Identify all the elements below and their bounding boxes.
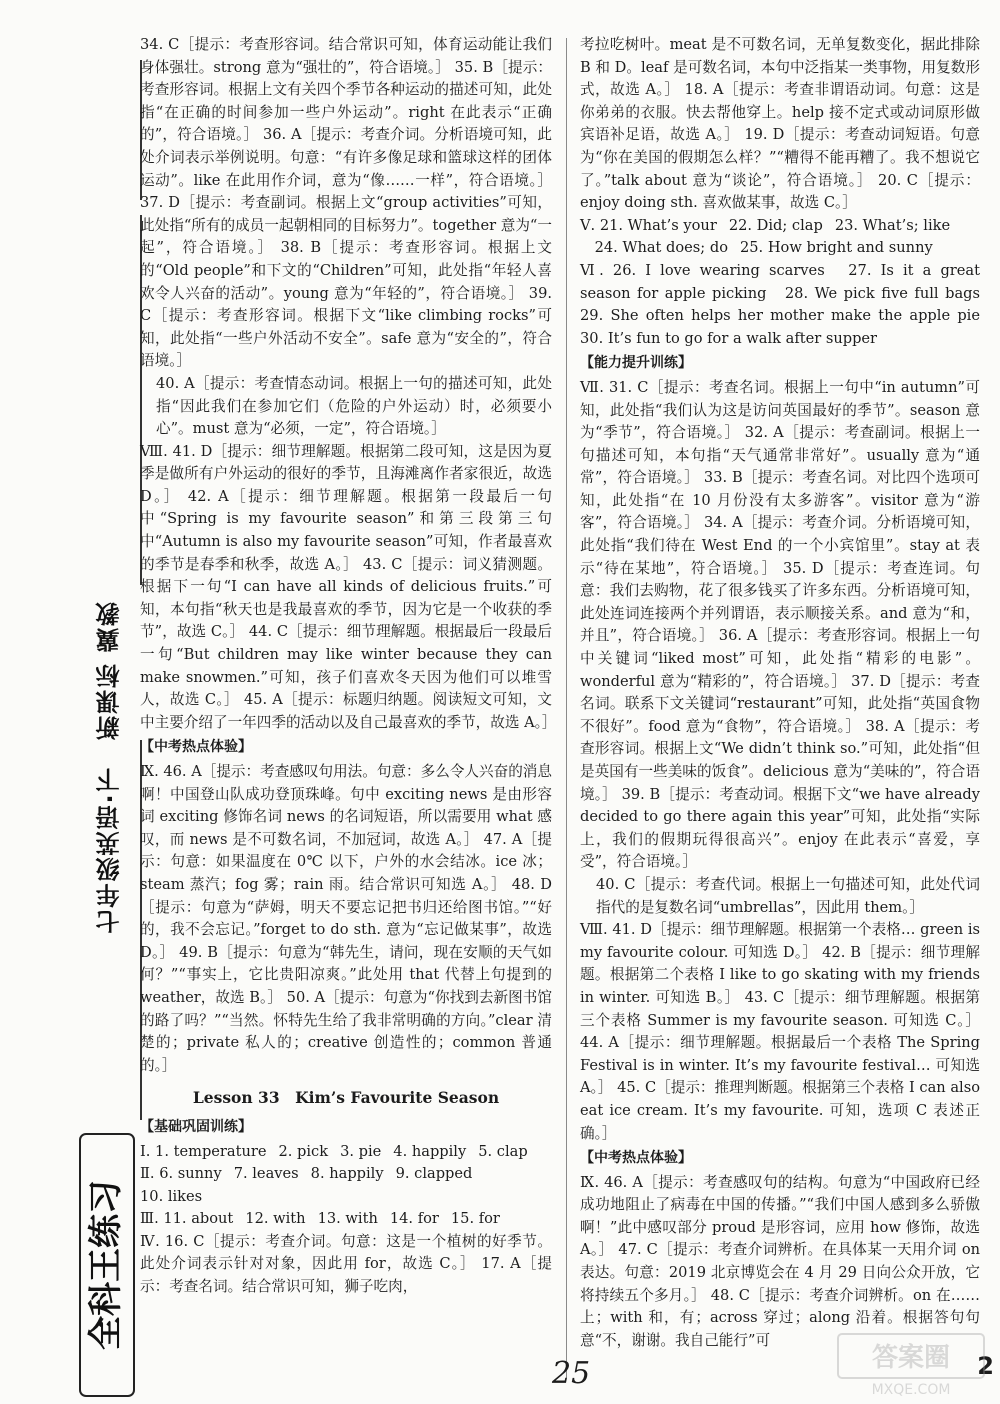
section-heading: 【中考热点体验】 (140, 739, 252, 756)
answer-item: Ⅰ. 1. temperature (140, 1142, 267, 1160)
answer-item: 23. What’s; like (834, 216, 951, 234)
answer-item: 5. clap (478, 1142, 528, 1160)
brand-logo (72, 1130, 142, 1400)
svg-text:MXQE.COM: MXQE.COM (871, 1382, 951, 1398)
answer-paragraph: Ⅸ. 46. A［提示：考查感叹句的结构。句意为“中国政府已经成功地阻止了病毒在中国的传播。”“我们中国人感到多么骄傲啊！”此中感叹部分 proud 是形容词，应用 how 修饰，故选 A。］ 47. C［提示：考查介词辨析。在具体某一天用介词 on 表达。句意：2019 北京博览会在 4 月 29 日向公众开放，它将持续五个多月。］ 48. C［提示：考查介词辨析。on 在……上；with 和，有；across 穿过；along 沿着。根据答句句意“不，谢谢。我自己能行”可 (580, 1173, 980, 1349)
answer-paragraph: Ⅸ. 46. A［提示：考查感叹句用法。句意：多么令人兴奋的消息啊！中国登山队成功登顶珠峰。句中 exciting news 是由形容词 exciting 修饰名词 news 的名词短语，所以需要用 what 感叹，而 news 是不可数名词，不加冠词，故选 A。］ 47. A［提示：句意：如果温度在 0℃ 以下，户外的水会结冰。ice 冰；steam 蒸汽；fog 雾；rain 雨。结合常识可知选 A。］ 48. D［提示：句意为“萨姆，明天不要忘记把书归还给图书馆。”“好的，我不会忘记。”forget to do sth. 意为“忘记做某事”，故选 D。］ 49. B［提示：句意为“韩先生，请问，现在安顺的天气如何？”“事实上，它比贵阳凉爽。”此处用 that 代替上句提到的 weather，故选 B。］ 50. A［提示：句意为“你找到去新图书馆的路了吗？”“当然。怀特先生给了我非常明确的方向。”clear 清楚的；private 私人的；creative 创造性的；common 普通的。］ (140, 763, 552, 1074)
answer-item: 14. for (389, 1210, 439, 1228)
answer-row (580, 215, 980, 238)
left-column (140, 34, 557, 1299)
answer-item: Ⅴ. 21. What’s your (580, 216, 717, 234)
section-heading: 【基础巩固训练】 (140, 1118, 252, 1135)
answer-item: 24. What does; do (580, 239, 728, 257)
answer-row (140, 1141, 552, 1164)
column-divider (566, 38, 567, 1378)
spine-title: 七年级英语·下 新课标 冀教 (96, 600, 124, 934)
answer-paragraph: Ⅷ. 41. D［提示：细节理解题。根据第一个表格… green is my favourite colour. 可知选 D。］ 42. B［提示：细节理解题。根据第二个表格 I like to go skating with my friends in winter. 可知选 B。］ 43. C［提示：细节理解题。根据第三个表格 Summer is my favourite season. 可知选 C。］ 44. A［提示：细节理解题。根据最后一个表格 The Spring Festival is in winter. It’s my favourite festival… 可知选 A。］ 45. C［提示：推理判断题。根据第三个表格 I can also eat ice cream. It’s my favourite. 可知，选项 C 表述正确。］ (580, 921, 980, 1142)
answer-paragraph: 40. C［提示：考查代词。根据上一句描述可知，此处代词指代的是复数名词“umbrellas”，因此用 them。］ (596, 875, 980, 916)
section-heading: 【中考热点体验】 (580, 1150, 692, 1167)
answer-paragraph: Ⅳ. 16. C［提示：考查介词。句意：这是一个植树的好季节。此处介词表示针对对象，因此用 for，故选 C。］ 17. A［提示：考查名词。结合常识可知，狮子吃肉， (140, 1232, 552, 1296)
answer-item: 10. likes (140, 1187, 203, 1205)
answer-paragraph: Ⅷ. 41. D［提示：细节理解题。根据第二段可知，这是因为夏季是做所有户外运动的很好的季节，且海滩离作者家很近，故选 D。］ 42. A［提示：细节理解题。根据第一段最后一句中“Spring is my favourite season”和第三段第三句中“Autumn is also my favourite season”可知，作者最喜欢的季节是春季和秋季，故选 A。］ 43. C［提示：词义猜测题。根据下一句“I can have all kinds of delicious fruits.”可知，本句指“秋天也是我最喜欢的季节，因为它是一个收获的季节”，故选 C。］ 44. C［提示：细节理解题。根据最后一段最后一句“But children may like winter because they can make snowmen.”可知，孩子们喜欢冬天因为他们可以堆雪人，故选 C。］ 45. A［提示：标题归纳题。阅读短文可知，文中主要介绍了一年四季的活动以及自己最喜欢的季节，故选 A。］ (140, 442, 557, 731)
answer-item: 15. for (450, 1210, 500, 1228)
answer-paragraph: 40. A［提示：考查情态动词。根据上一句的描述可知，此处指“因此我们在参加它们（危险的户外运动）时，必须要小心”。must 意为“必须，一定”，符合语境。］ (156, 374, 552, 438)
answer-item: 4. happily (393, 1142, 467, 1160)
answer-row (140, 1208, 552, 1231)
answer-item: 2. pick (278, 1142, 329, 1160)
answer-item: 22. Did; clap (728, 216, 823, 234)
answer-item: Ⅲ. 11. about (140, 1210, 234, 1228)
watermark-logo (836, 1330, 986, 1400)
page-corner-number: 2 (977, 1352, 994, 1380)
answer-item: 7. leaves (233, 1165, 299, 1183)
svg-text:全科王练习: 全科王练习 (86, 1180, 126, 1350)
answer-item: 3. pie (340, 1142, 382, 1160)
answer-item: 25. How bright and sunny (739, 239, 933, 257)
section-heading: 【能力提升训练】 (580, 355, 692, 372)
lesson-title: Lesson 33 Kim’s Favourite Season (192, 1088, 500, 1108)
page-sidebar (34, 0, 144, 1404)
answer-row (580, 237, 980, 260)
handwritten-page-number: 25 (552, 1356, 591, 1391)
answer-paragraph: Ⅵ. 26. I love wearing scarves 27. Is it a great season for apple picking 28. We pick five full bags 29. She often helps her mother make the apple pie 30. It’s fun to go for a walk after supper (580, 261, 995, 347)
answer-item: 13. with (317, 1210, 378, 1228)
answer-paragraph: 考拉吃树叶。meat 是不可数名词，无单复数变化，据此排除 B 和 D。leaf 是可数名词，本句中泛指某一类事物，用复数形式，故选 A。］ 18. A［提示：考查非谓语动词。句意：这是你弟弟的衣服。快去帮他穿上。help 接不定式或动词原形做宾语补足语，故选 A。］ 19. D［提示：考查动词短语。句意为“你在美国的假期怎么样？”“糟得不能再糟了。我不想说它了。”talk about 意为“谈论”，符合语境。］ 20. C［提示：enjoy doing sth. 喜欢做某事，故选 C。］ (580, 36, 980, 212)
answer-item: 8. happily (310, 1165, 384, 1183)
answer-item: 12. with (245, 1210, 306, 1228)
svg-text:答案圈: 答案圈 (871, 1343, 951, 1373)
right-column (580, 34, 995, 1352)
answer-item: 9. clapped (395, 1165, 473, 1183)
answer-paragraph: Ⅶ. 31. C［提示：考查名词。根据上一句中“in autumn”可知，此处指“我们认为这是访问英国最好的季节”。season 意为“季节”，符合语境。］ 32. A［提示：考查副词。根据上一句描述可知，本句指“天气通常非常好”。usually 意为“通常”，符合语境。］ 33. B［提示：考查名词。对比四个选项可知，此处指“在 10 月份没有太多游客”。visitor 意为“游客”，符合语境。］ 34. A［提示：考查介词。分析语境可知，此处指“我们待在 West End 的一个小宾馆里”。stay at 表示“待在某地”，符合语境。］ 35. D［提示：考查连词。句意：我们去购物，花了很多钱买了许多东西。分析语境可知，此处连词连接两个并列谓语，表示顺接关系。and 意为“和，并且”，符合语境。］ 36. A［提示：考查形容词。根据上一句中关键词“liked most”可知，此处指“精彩的电影”。wonderful 意为“精彩的”，符合语境。］ 37. D［提示：考查名词。联系下文关键词“restaurant”可知，此处指“英国食物不很好”。food 意为“食物”，符合语境。］ 38. A［提示：考查形容词。根据上文“We didn’t think so.”可知，此处指“但是英国有一些美味的饭食”。delicious 意为“美味的”，符合语境。］ 39. B［提示：考查动词。根据下文“we have already decided to go there again this year”可知，此处指“实际上，我们的假期玩得很高兴”。enjoy 在此表示“喜爱，享受”，符合语境。］ (580, 378, 980, 871)
answer-paragraph: 34. C［提示：考查形容词。结合常识可知，体育运动能让我们身体强壮。strong 意为“强壮的”，符合语境。］ 35. B［提示：考查形容词。根据上文有关四个季节各种运动的描述可知，此处指“在正确的时间参加一些户外运动”。right 在此表示“正确的”，符合语境。］ 36. A［提示：考查介词。分析语境可知，此处介词表示举例说明。句意：“有许多像足球和篮球这样的团体运动”。like 在此用作介词，意为“像……一样”，符合语境。］ 37. D［提示：考查副词。根据上文“group activities”可知，此处指“所有的成员一起朝相同的目标努力”。together 意为“一起”，符合语境。］ 38. B［提示：考查形容词。根据上文的“Old people”和下文的“Children”可知，此处指“年轻人喜欢令人兴奋的活动”。young 意为“年轻的”，符合语境。］ 39. C［提示：考查形容词。根据下文“like climbing rocks”可知，此处指“一些户外活动不安全”。safe 意为“安全的”，符合语境。］ (140, 36, 552, 370)
answer-item: Ⅱ. 6. sunny (140, 1165, 222, 1183)
answer-row (140, 1163, 552, 1208)
